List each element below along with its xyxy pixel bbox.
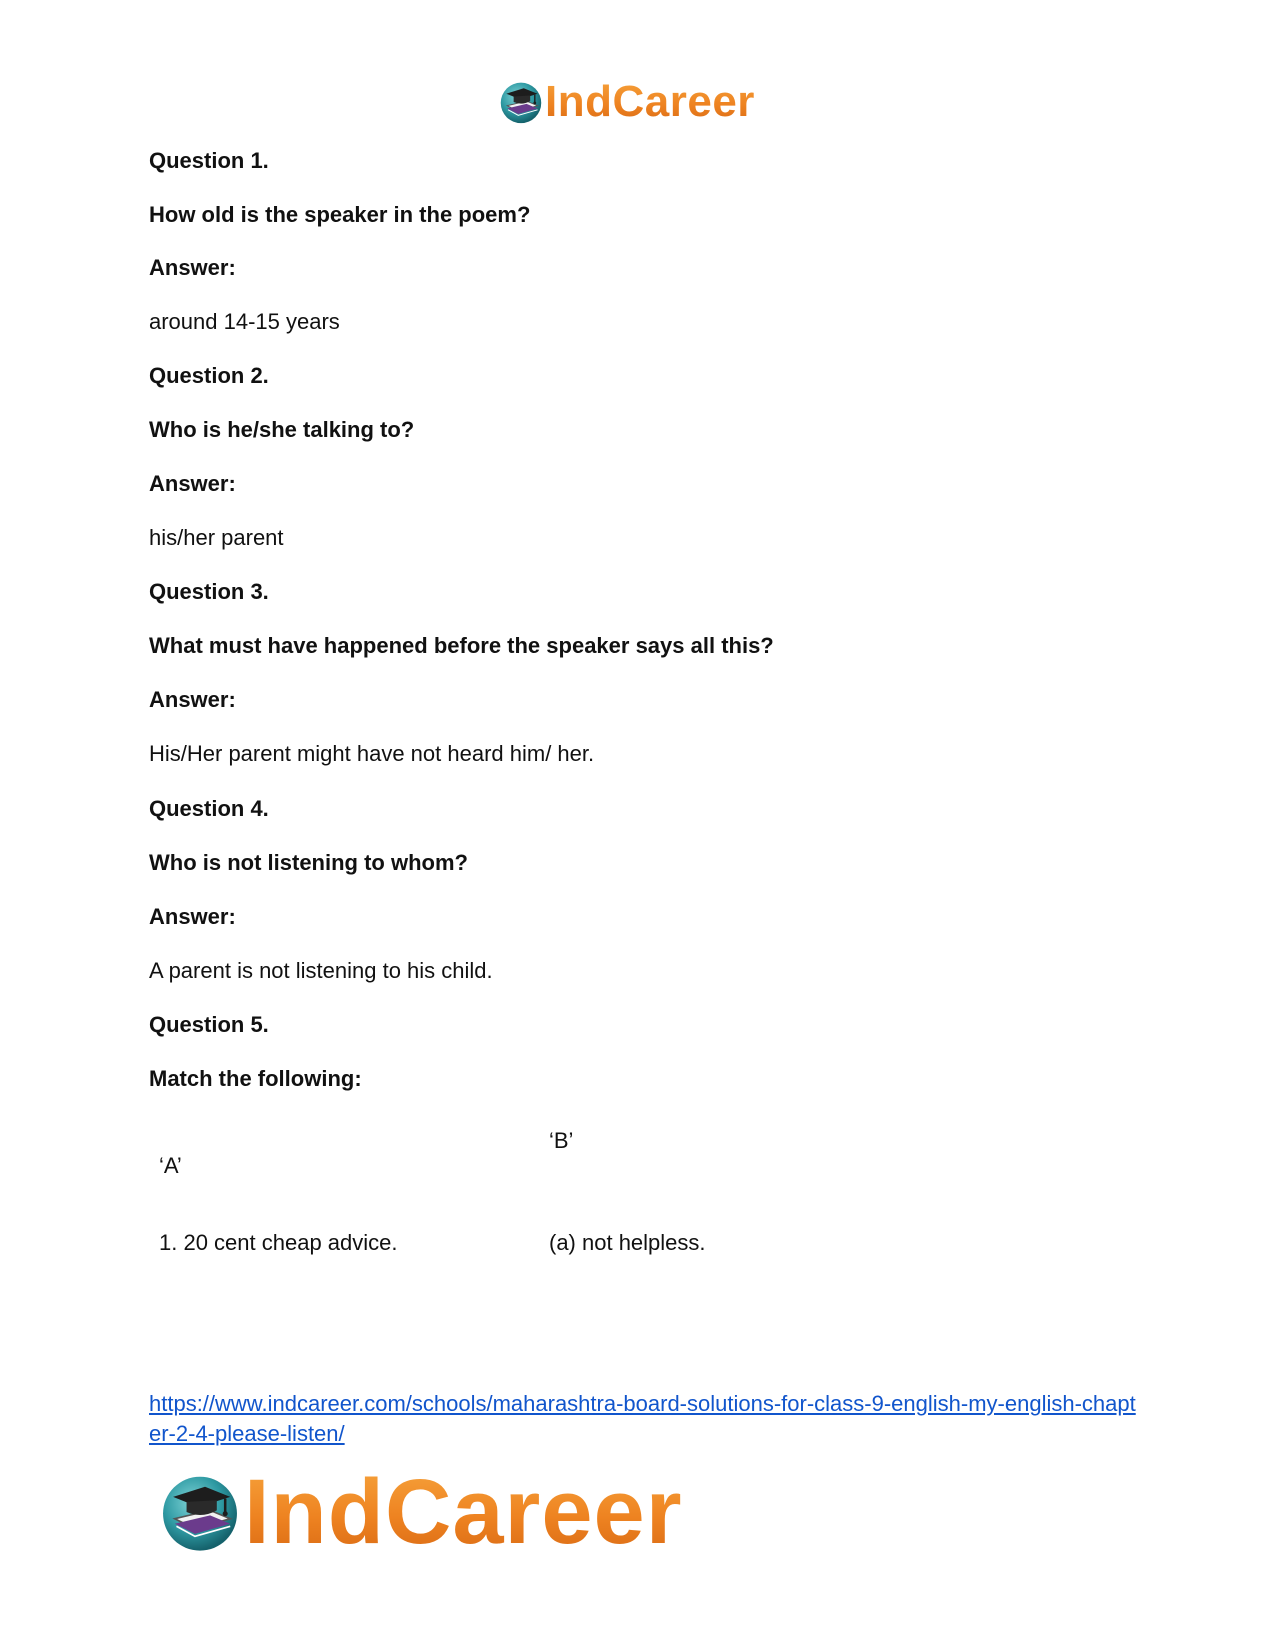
answer-label: Answer: — [149, 904, 236, 929]
logo-text: IndCareer — [545, 77, 755, 126]
graduation-cap-book-icon — [498, 79, 544, 125]
question-text: Who is he/she talking to? — [149, 417, 415, 442]
column-b-header: ‘B’ — [549, 1128, 574, 1153]
column-a-header: ‘A’ — [159, 1153, 182, 1178]
answer-text: His/Her parent might have not heard him/ her. — [149, 741, 595, 766]
source-link[interactable]: https://www.indcareer.com/schools/maharashtra-board-solutions-for-class-9-english-my-english-chapter-2-4-please-listen/ — [149, 1391, 1136, 1446]
answer-text: around 14-15 years — [149, 309, 340, 334]
question-text: What must have happened before the speaker says all this? — [149, 633, 774, 658]
question-text: Match the following: — [149, 1066, 362, 1091]
answer-text: his/her parent — [149, 525, 284, 550]
footer-logo — [158, 1461, 683, 1563]
logo-text: IndCareer — [244, 1461, 683, 1563]
answer-label: Answer: — [149, 687, 236, 712]
table-cell-b: (a) not helpless. — [549, 1230, 706, 1255]
question-label: Question 4. — [149, 796, 269, 821]
question-label: Question 5. — [149, 1012, 269, 1037]
question-label: Question 2. — [149, 363, 269, 388]
graduation-cap-book-icon — [158, 1470, 242, 1554]
answer-label: Answer: — [149, 255, 236, 280]
answer-label: Answer: — [149, 471, 236, 496]
question-text: How old is the speaker in the poem? — [149, 202, 531, 227]
question-label: Question 3. — [149, 579, 269, 604]
question-label: Question 1. — [149, 148, 269, 173]
answer-text: A parent is not listening to his child. — [149, 958, 493, 983]
header-logo — [498, 78, 755, 126]
table-cell-a: 1. 20 cent cheap advice. — [159, 1230, 398, 1255]
question-text: Who is not listening to whom? — [149, 850, 468, 875]
